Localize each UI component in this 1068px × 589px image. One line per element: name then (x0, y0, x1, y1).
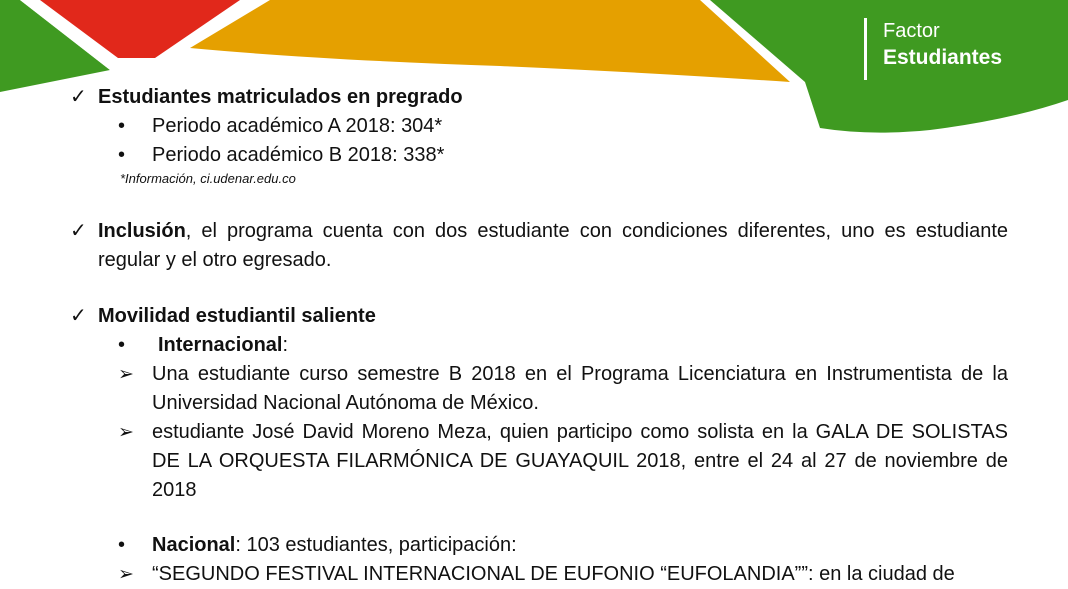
section-title-movilidad: Movilidad estudiantil saliente (98, 305, 376, 327)
header-title-line1: Factor (883, 20, 940, 42)
list-item-periodo-b: Periodo académico B 2018: 338* (152, 144, 445, 166)
list-item-internacional-2: estudiante José David Moreno Meza, quien participo como solista en la GALA DE SOLISTAS DE LA ORQUESTA FILARMÓNICA DE GUAYAQUIL 2018, entre el 24 al 27 de noviembre de 2018 (152, 421, 1008, 501)
section-title-matriculados: Estudiantes matriculados en pregrado (98, 86, 463, 108)
bullet-icon: • (118, 334, 126, 356)
inclusion-label: Inclusión (98, 220, 186, 242)
list-item-internacional-1: Una estudiante curso semestre B 2018 en el Programa Licenciatura en Instrumentista de la Universidad Nacional Autónoma de México. (152, 363, 1008, 414)
bullet-icon: • (118, 115, 126, 137)
source-note: *Información, ci.udenar.edu.co (120, 171, 296, 186)
bullet-icon: • (118, 534, 126, 556)
inclusion-text: , el programa cuenta con dos estudiante con condiciones diferentes, uno es estudiante regular y el otro egresado. (98, 220, 1008, 271)
check-mark-icon: ✓ (70, 220, 87, 242)
check-mark-icon: ✓ (70, 305, 87, 327)
check-mark-icon: ✓ (70, 86, 87, 108)
list-item-periodo-a: Periodo académico A 2018: 304* (152, 115, 443, 137)
list-item-nacional-1: “SEGUNDO FESTIVAL INTERNACIONAL DE EUFONIO “EUFOLANDIA””: en la ciudad de (152, 563, 955, 585)
arrow-bullet-icon: ➢ (118, 564, 134, 585)
subsection-nacional: Nacional: 103 estudiantes, participación: (152, 534, 517, 556)
bullet-icon: • (118, 144, 126, 166)
subsection-internacional: Internacional: (158, 334, 289, 356)
arrow-bullet-icon: ➢ (118, 364, 134, 385)
arrow-bullet-icon: ➢ (118, 422, 134, 443)
paragraph-inclusion (98, 217, 1008, 275)
header-title-line2: Estudiantes (883, 46, 1003, 69)
